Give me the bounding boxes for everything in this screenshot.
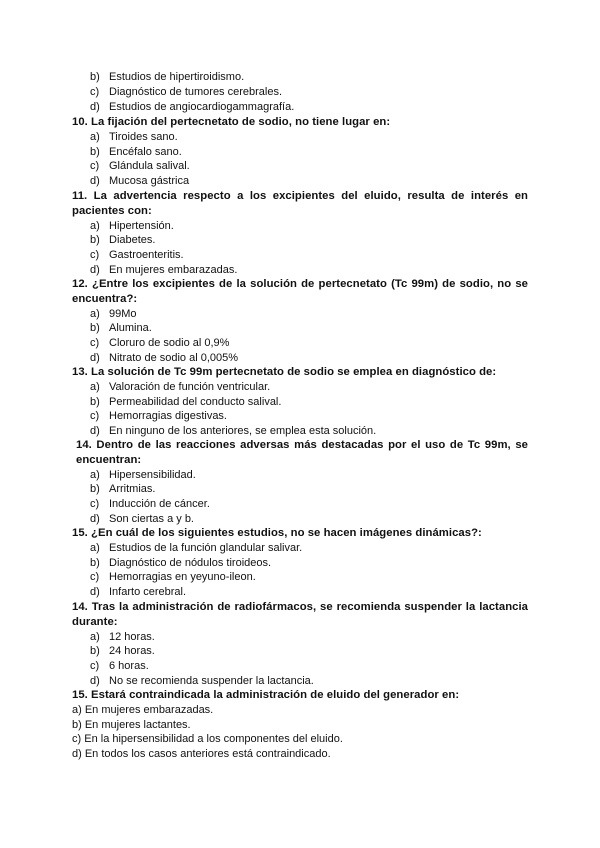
option-item: [72, 159, 528, 174]
option-text: Glándula salival.: [109, 160, 190, 173]
option-letter: c): [90, 337, 100, 350]
option-list: [72, 380, 528, 439]
option-text: 24 horas.: [109, 645, 155, 658]
option-text: Cloruro de sodio al 0,9%: [109, 337, 230, 350]
intro-options-block: [72, 70, 528, 114]
option-text: Hemorragias en yeyuno-ileon.: [109, 571, 256, 584]
option-text: Hipertensión.: [109, 219, 174, 232]
option-item: [72, 644, 528, 659]
option-item: [72, 70, 528, 85]
option-item: [72, 85, 528, 100]
option-item: [72, 732, 528, 747]
option-list: [72, 130, 528, 189]
option-text: En todos los casos anteriores está contraindicado.: [84, 748, 331, 761]
option-item: [72, 263, 528, 278]
option-item: [72, 468, 528, 483]
option-letter: b): [72, 718, 82, 731]
option-letter: d): [90, 586, 100, 599]
option-letter: a): [90, 468, 100, 481]
option-text: En ninguno de los anteriores, se emplea esta solución.: [109, 425, 377, 438]
option-letter: b): [90, 483, 100, 496]
option-letter: d): [90, 175, 100, 188]
option-letter: c): [90, 249, 100, 262]
option-list: [72, 703, 528, 762]
option-item: [72, 659, 528, 674]
question-block: [72, 189, 528, 278]
option-text: Estudios de angiocardiogammagrafía.: [109, 100, 295, 113]
option-text: Hemorragias digestivas.: [109, 410, 227, 423]
option-letter: b): [90, 395, 100, 408]
option-letter: c): [72, 733, 82, 746]
question-text: 15. ¿En cuál de los siguientes estudios, no se hacen imágenes dinámicas?:: [72, 527, 482, 539]
option-letter: a): [72, 703, 82, 716]
option-letter: b): [90, 556, 100, 569]
option-item: [72, 703, 528, 718]
option-item: [72, 556, 528, 571]
option-item: [72, 380, 528, 395]
question-text: 14. Tras la administración de radiofármacos, se recomienda suspender la lactancia durante:: [72, 601, 528, 628]
option-item: [72, 630, 528, 645]
option-list: [72, 468, 528, 527]
option-text: Valoración de función ventricular.: [109, 380, 271, 393]
question-text: 14. Dentro de las reacciones adversas más destacadas por el uso de Tc 99m, se encuentran:: [76, 439, 528, 466]
option-item: [72, 482, 528, 497]
option-letter: a): [90, 219, 100, 232]
option-item: [72, 570, 528, 585]
option-item: [72, 409, 528, 424]
question-text: 13. La solución de Tc 99m pertecnetato de sodio se emplea en diagnóstico de:: [72, 366, 497, 378]
question-block: [72, 115, 528, 189]
option-item: [72, 145, 528, 160]
option-letter: c): [90, 498, 100, 511]
option-letter: c): [90, 571, 100, 584]
option-text: Mucosa gástrica: [109, 175, 190, 188]
option-item: [72, 219, 528, 234]
option-item: [72, 336, 528, 351]
option-text: En la hipersensibilidad a los componentes del eluido.: [84, 733, 343, 746]
option-letter: c): [90, 160, 100, 173]
option-letter: d): [90, 512, 100, 525]
option-letter: b): [90, 322, 100, 335]
option-letter: b): [90, 234, 100, 247]
option-text: Nitrato de sodio al 0,005%: [109, 351, 239, 364]
option-text: Arritmias.: [109, 483, 156, 496]
option-list: [72, 70, 528, 114]
option-text: Encéfalo sano.: [109, 145, 182, 158]
question-text: 12. ¿Entre los excipientes de la solución de pertecnetato (Tc 99m) de sodio, no se encuentra?:: [72, 278, 528, 305]
option-letter: d): [90, 674, 100, 687]
question-text: 15. Estará contraindicada la administración de eluido del generador en:: [72, 689, 460, 701]
option-list: [72, 541, 528, 600]
option-letter: a): [90, 130, 100, 143]
option-text: En mujeres embarazadas.: [109, 263, 238, 276]
option-item: [72, 100, 528, 115]
question-block: [72, 526, 528, 600]
option-item: [72, 674, 528, 689]
option-letter: d): [90, 351, 100, 364]
option-text: Estudios de hipertiroidismo.: [109, 71, 245, 83]
option-text: Diagnóstico de tumores cerebrales.: [109, 85, 283, 98]
option-item: [72, 248, 528, 263]
option-letter: b): [90, 71, 100, 83]
option-text: Gastroenteritis.: [109, 249, 184, 262]
option-item: [72, 497, 528, 512]
option-text: Permeabilidad del conducto salival.: [109, 395, 282, 408]
question-block: [72, 438, 528, 527]
option-letter: c): [90, 85, 100, 98]
option-item: [72, 395, 528, 410]
option-list: [72, 307, 528, 366]
option-item: [72, 321, 528, 336]
option-list: [72, 630, 528, 689]
question-text: 11. La advertencia respecto a los excipientes del eluido, resulta de interés en pacientes con:: [72, 190, 528, 217]
option-letter: b): [90, 145, 100, 158]
option-text: Son ciertas a y b.: [109, 512, 194, 525]
option-item: [72, 174, 528, 189]
option-text: Diagnóstico de nódulos tiroideos.: [109, 556, 272, 569]
option-text: Infarto cerebral.: [109, 586, 187, 599]
option-item: [72, 424, 528, 439]
question-text: 10. La fijación del pertecnetato de sodio, no tiene lugar en:: [72, 116, 391, 128]
option-item: [72, 130, 528, 145]
option-text: No se recomienda suspender la lactancia.: [109, 674, 314, 687]
option-item: [72, 585, 528, 600]
option-item: [72, 233, 528, 248]
question-block: [72, 277, 528, 366]
option-item: [72, 747, 528, 762]
question-block: [72, 600, 528, 689]
option-text: Alumina.: [109, 322, 152, 335]
option-text: En mujeres lactantes.: [84, 718, 191, 731]
option-text: Tiroides sano.: [109, 130, 178, 143]
option-item: [72, 307, 528, 322]
option-letter: d): [90, 263, 100, 276]
option-letter: d): [72, 748, 82, 761]
option-letter: d): [90, 100, 100, 113]
question-block: [72, 688, 528, 762]
option-item: [72, 718, 528, 733]
option-letter: a): [90, 630, 100, 643]
option-item: [72, 351, 528, 366]
option-letter: b): [90, 645, 100, 658]
option-text: 99Mo: [109, 307, 137, 320]
option-text: Hipersensibilidad.: [109, 468, 196, 481]
option-letter: a): [90, 541, 100, 554]
option-item: [72, 541, 528, 556]
option-letter: d): [90, 425, 100, 438]
option-letter: c): [90, 660, 100, 673]
option-text: En mujeres embarazadas.: [84, 703, 214, 716]
option-text: 6 horas.: [109, 660, 149, 673]
option-item: [72, 512, 528, 527]
option-text: Inducción de cáncer.: [109, 498, 210, 511]
question-block: [72, 365, 528, 439]
option-text: Estudios de la función glandular salivar.: [109, 541, 303, 554]
option-list: [72, 219, 528, 278]
option-letter: a): [90, 380, 100, 393]
option-letter: c): [90, 410, 100, 423]
option-letter: a): [90, 307, 100, 320]
option-text: 12 horas.: [109, 630, 155, 643]
option-text: Diabetes.: [109, 234, 156, 247]
